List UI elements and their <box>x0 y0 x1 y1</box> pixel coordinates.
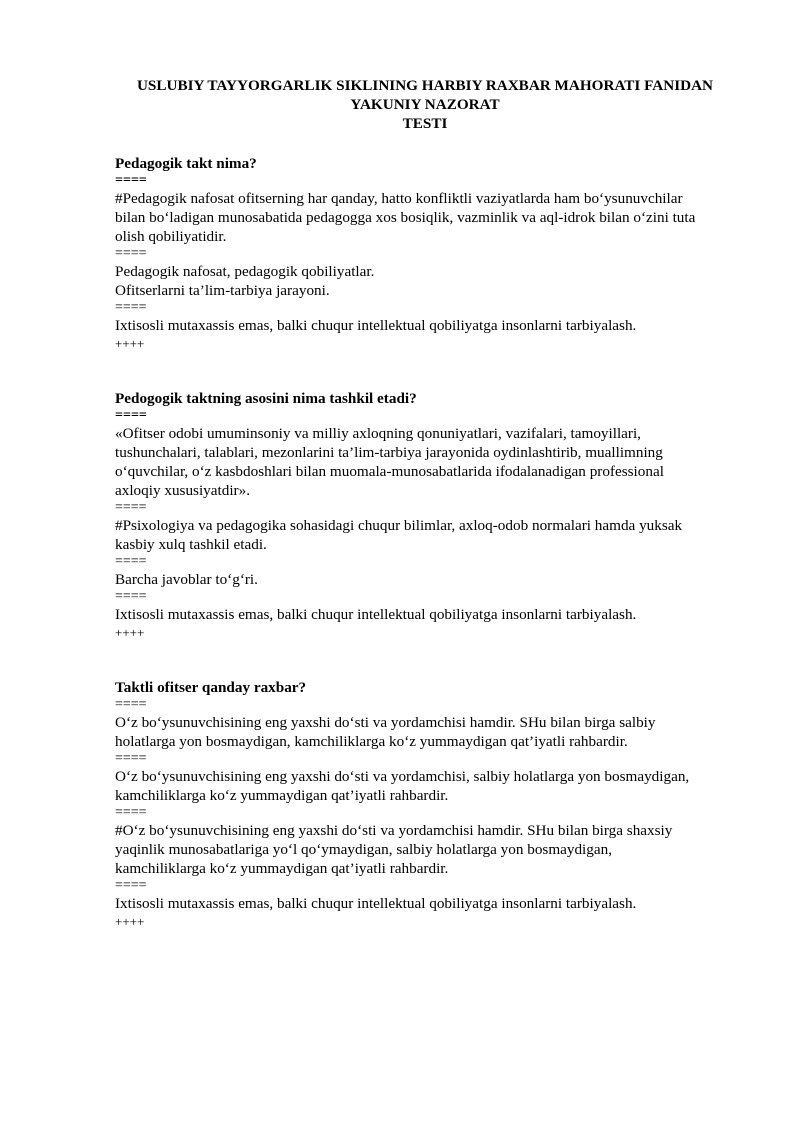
answer-line: Ixtisosli mutaxassis emas, balki chuqur intellektual qobiliyatga insonlarni tarbiyalash. <box>115 317 637 334</box>
answer-line: #Psixologiya va pedagogika sohasidagi chuqur bilimlar, axloq-odob normalari hamda yuksak <box>115 517 683 534</box>
answer-line: o‘quvchilar, o‘z kasbdoshlari bilan muomala-munosabatlarida ifodalanadigan professional <box>115 463 664 480</box>
separator: ==== <box>115 697 147 712</box>
question-text: Pedagogik takt nima? <box>115 155 257 172</box>
question-text: Taktli ofitser qanday raxbar? <box>115 679 307 696</box>
answer-line: Barcha javoblar to‘g‘ri. <box>115 571 258 588</box>
separator: ==== <box>115 246 147 261</box>
answer-line: Pedagogik nafosat, pedagogik qobiliyatlar. <box>115 263 375 280</box>
document-title <box>107 76 743 133</box>
answer-line: #O‘z bo‘ysunuvchisining eng yaxshi do‘sti va yordamchisi hamdir. SHu bilan birga shaxsiy <box>115 822 673 839</box>
end-marker: ++++ <box>115 625 145 640</box>
answer-line: Ixtisosli mutaxassis emas, balki chuqur intellektual qobiliyatga insonlarni tarbiyalash. <box>115 606 637 623</box>
question-block-3 <box>115 678 735 930</box>
separator: ==== <box>115 554 147 569</box>
question-block-1 <box>115 154 735 352</box>
separator: ==== <box>115 878 147 893</box>
question-block-2 <box>115 389 735 641</box>
answer-line: O‘z bo‘ysunuvchisining eng yaxshi do‘sti va yordamchisi, salbiy holatlarga yon bosmaydigan, <box>115 768 690 785</box>
question-text: Pedogogik taktning asosini nima tashkil etadi? <box>115 390 417 407</box>
answer-line: olish qobiliyatidir. <box>115 228 227 245</box>
answer-line: kamchiliklarga ko‘z yummaydigan qat’iyatli rahbardir. <box>115 787 449 804</box>
end-marker: ++++ <box>115 336 145 351</box>
answer-line: axloqiy xususiyatdir». <box>115 482 250 499</box>
separator: ==== <box>115 173 147 188</box>
separator: ==== <box>115 500 147 515</box>
separator: ==== <box>115 408 147 423</box>
separator: ==== <box>115 589 147 604</box>
title-line-2: YAKUNIY NAZORAT <box>350 96 500 113</box>
answer-line: yaqinlik munosabatlariga yo‘l qo‘ymaydigan, salbiy holatlarga yon bosmaydigan, <box>115 841 613 858</box>
title-line-1: USLUBIY TAYYORGARLIK SIKLINING HARBIY RAXBAR MAHORATI FANIDAN <box>136 77 714 94</box>
separator: ==== <box>115 751 147 766</box>
title-line-3: TESTI <box>402 115 448 132</box>
end-marker: ++++ <box>115 914 145 929</box>
separator: ==== <box>115 300 147 315</box>
document-page <box>115 76 735 930</box>
answer-line: kamchiliklarga ko‘z yummaydigan qat’iyatli rahbardir. <box>115 860 449 877</box>
answer-line: Ixtisosli mutaxassis emas, balki chuqur intellektual qobiliyatga insonlarni tarbiyalash. <box>115 895 637 912</box>
answer-line: kasbiy xulq tashkil etadi. <box>115 536 267 553</box>
answer-line: holatlarga yon bosmaydigan, kamchiliklarga ko‘z yummaydigan qat’iyatli rahbardir. <box>115 733 628 750</box>
answer-line: #Pedagogik nafosat ofitserning har qanday, hatto konfliktli vaziyatlarda ham bo‘ysunuvchilar <box>115 190 683 207</box>
answer-line: bilan bo‘ladigan munosabatida pedagogga xos bosiqlik, vazminlik va aql-idrok bilan o‘zini tuta <box>115 209 696 226</box>
separator: ==== <box>115 805 147 820</box>
answer-line: «Ofitser odobi umuminsoniy va milliy axloqning qonuniyatlari, vazifalari, tamoyillari, <box>115 425 641 442</box>
answer-line: tushunchalari, talablari, mezonlarini ta’lim-tarbiya jarayonida oydinlashtirib, muallimning <box>115 444 663 461</box>
answer-line: O‘z bo‘ysunuvchisining eng yaxshi do‘sti va yordamchisi hamdir. SHu bilan birga salbiy <box>115 714 656 731</box>
answer-line: Ofitserlarni ta’lim-tarbiya jarayoni. <box>115 282 330 299</box>
